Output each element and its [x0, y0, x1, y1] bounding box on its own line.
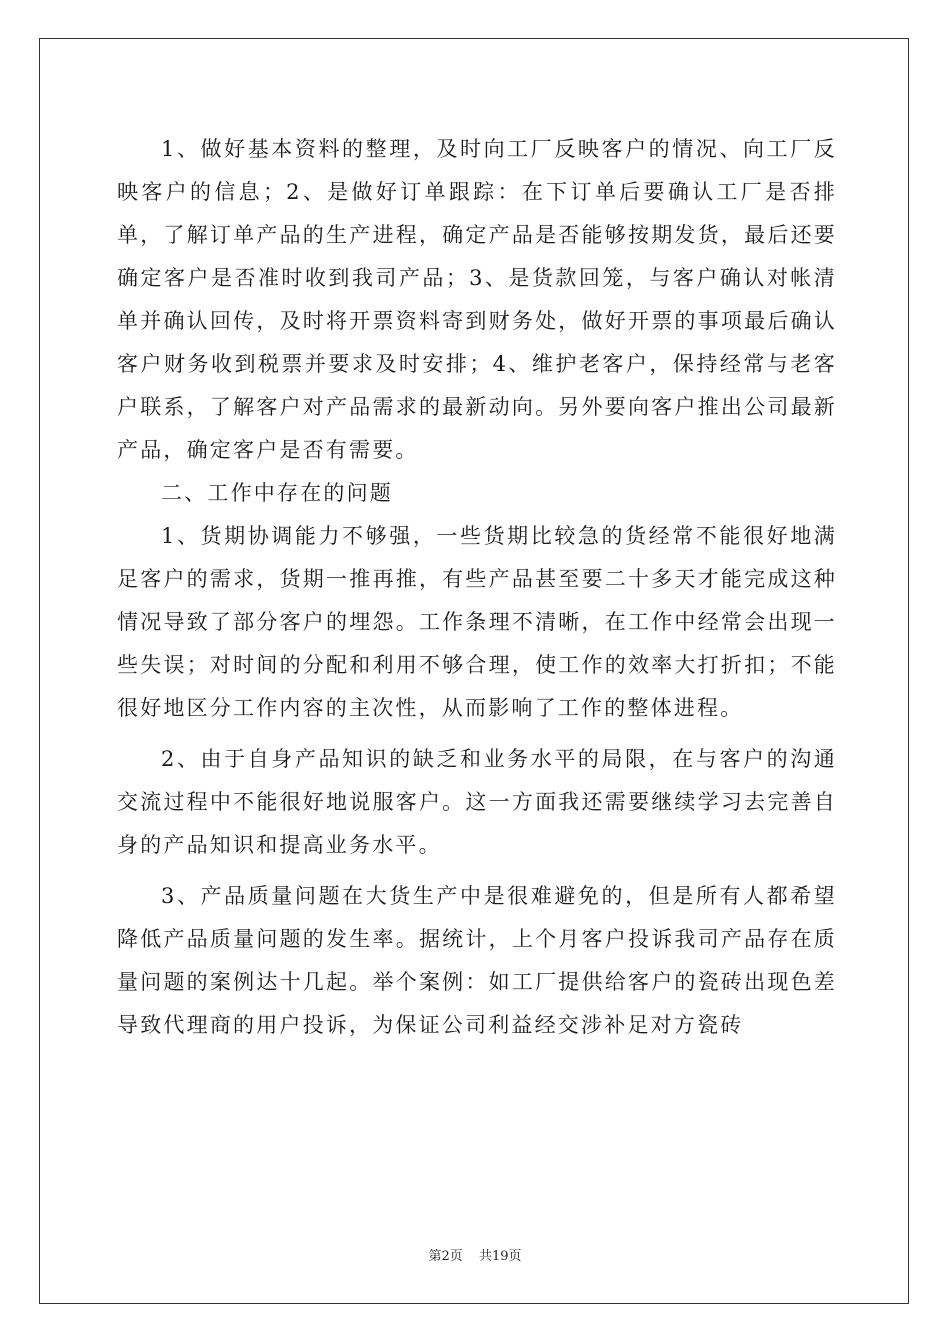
paragraph-work-duties: 1、做好基本资料的整理，及时向工厂反映客户的情况、向工厂反映客户的信息；2、是做好订单跟踪：在下订单后要确认工厂是否排单，了解订单产品的生产进程，确定产品是否能够按期发货，最后还要确定客户是否准时收到我司产品；3、是货款回笼，与客户确认对帐清单并确认回传，及时将开票资料寄到财务处，做好开票的事项最后确认客户财务收到税票并要求及时安排；4、维护老客户，保持经常与老客户联系，了解客户对产品需求的最新动向。另外要向客户推出公司最新产品，确定客户是否有需要。: [117, 137, 837, 462]
page-number-total: 共19页: [478, 1249, 522, 1264]
page-footer: [0, 1245, 950, 1264]
document-body: [117, 128, 837, 1047]
paragraph-problem-1: 1、货期协调能力不够强，一些货期比较急的货经常不能很好地满足客户的需求，货期一推再推，有些产品甚至要二十多天才能完成这种情况导致了部分客户的埋怨。工作条理不清晰，在工作中经常会出现一些失误；对时间的分配和利用不够合理，使工作的效率大打折扣；不能很好地区分工作内容的主次性，从而影响了工作的整体进程。: [117, 524, 837, 720]
paragraph-problem-3: 3、产品质量问题在大货生产中是很难避免的，但是所有人都希望降低产品质量问题的发生率。据统计，上个月客户投诉我司产品存在质量问题的案例达十几起。举个案例：如工厂提供给客户的瓷砖出现色差导致代理商的用户投诉，为保证公司利益经交涉补足对方瓷砖: [117, 884, 837, 1037]
paragraph-problem-2: 2、由于自身产品知识的缺乏和业务水平的局限，在与客户的沟通交流过程中不能很好地说服客户。这一方面我还需要继续学习去完善自身的产品知识和提高业务水平。: [117, 747, 837, 857]
page-number-current: 第2页: [428, 1249, 463, 1264]
section-heading-problems: 二、工作中存在的问题: [161, 481, 393, 505]
